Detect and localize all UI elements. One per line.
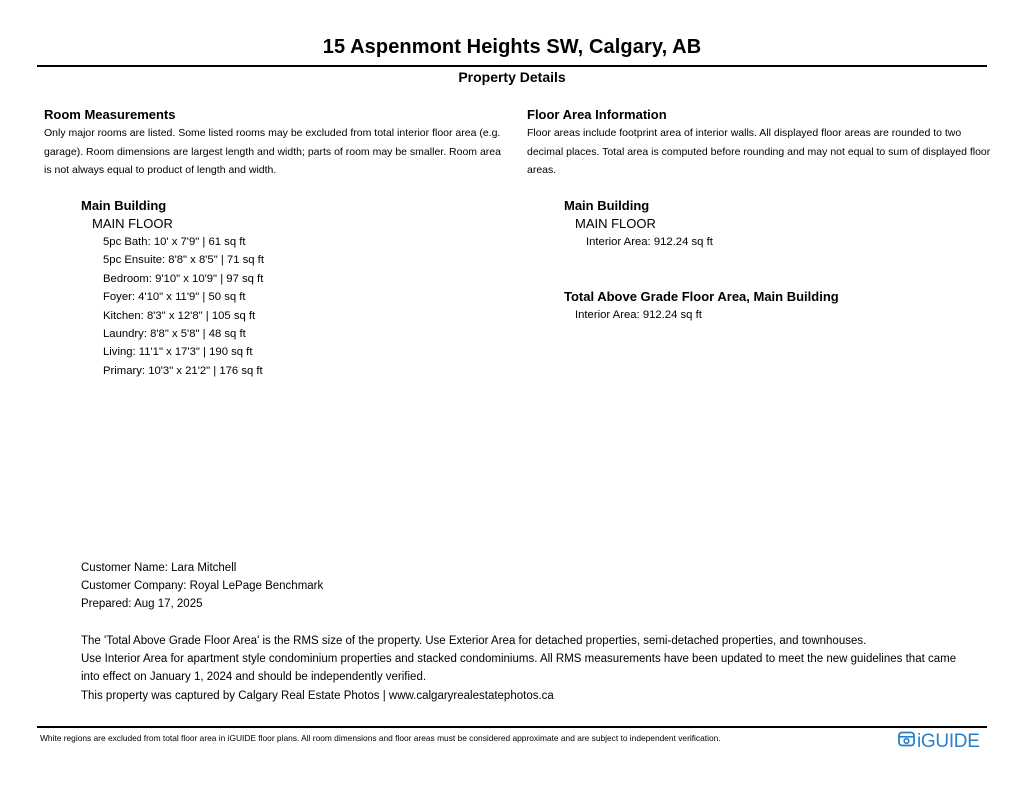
footer-divider bbox=[37, 726, 987, 728]
room-item: Living: 11'1" x 17'3" | 190 sq ft bbox=[103, 346, 253, 359]
room-measurements-heading: Room Measurements bbox=[44, 107, 176, 122]
page-title: 15 Aspenmont Heights SW, Calgary, AB bbox=[322, 36, 702, 58]
room-item: Primary: 10'3" x 21'2" | 176 sq ft bbox=[103, 364, 263, 377]
rms-disclaimer bbox=[81, 632, 961, 705]
room-item: Kitchen: 8'3" x 12'8" | 105 sq ft bbox=[103, 309, 256, 322]
customer-info bbox=[81, 559, 323, 614]
floor-area-interior: Interior Area: 912.24 sq ft bbox=[586, 236, 713, 248]
floor-area-floor: MAIN FLOOR bbox=[575, 216, 656, 231]
floor-area-list bbox=[564, 197, 713, 251]
floor-area-note: Floor areas include footprint area of interior walls. All displayed floor areas are rounded to two decimal places. Total area is computed before rounding and may not equal to sum of displayed floor areas. bbox=[527, 127, 991, 176]
room-item: Foyer: 4'10" x 11'9" | 50 sq ft bbox=[103, 291, 246, 304]
room-list-building: Main Building bbox=[81, 198, 167, 213]
iguide-logo-text: iGUIDE bbox=[917, 731, 980, 752]
iguide-logo bbox=[898, 731, 980, 753]
disclaimer-line-3: This property was captured by Calgary Real Estate Photos | www.calgaryrealestatephotos.ca bbox=[81, 689, 554, 702]
total-area-interior: Interior Area: 912.24 sq ft bbox=[575, 309, 702, 321]
room-list-floor: MAIN FLOOR bbox=[92, 216, 173, 231]
footer-note: White regions are excluded from total floor area in iGUIDE floor plans. All room dimensions and floor areas must be considered approximate and are subject to independent verification. bbox=[40, 733, 721, 743]
room-item: 5pc Ensuite: 8'8" x 8'5" | 71 sq ft bbox=[103, 254, 264, 267]
floor-area-section bbox=[527, 106, 997, 180]
room-measurements-note: Only major rooms are listed. Some listed rooms may be excluded from total interior floor area (e.g. garage). Room dimensions are largest length and width; parts of room may be smaller. Room area is not always equal to product of length and width. bbox=[44, 127, 501, 176]
disclaimer-line-1: The 'Total Above Grade Floor Area' is the RMS size of the property. Use Exterior Area for detached properties, semi-detached properties, and townhouses. bbox=[81, 635, 867, 647]
customer-name: Customer Name: Lara Mitchell bbox=[81, 562, 237, 574]
page-subtitle: Property Details bbox=[458, 69, 566, 85]
prepared-date: Prepared: Aug 17, 2025 bbox=[81, 598, 203, 611]
disclaimer-line-2: Use Interior Area for apartment style condominium properties and stacked condominiums. All RMS measurements have been updated to meet the new guidelines that came into effect on January 1, 2024 and should be independently verified. bbox=[81, 653, 957, 684]
room-list bbox=[81, 197, 264, 380]
room-item: 5pc Bath: 10' x 7'9" | 61 sq ft bbox=[103, 236, 246, 248]
room-item: Bedroom: 9'10" x 10'9" | 97 sq ft bbox=[103, 272, 264, 285]
floor-area-heading: Floor Area Information bbox=[527, 107, 667, 122]
room-measurements-section bbox=[44, 106, 504, 180]
floor-area-building: Main Building bbox=[564, 198, 650, 213]
total-area-heading: Total Above Grade Floor Area, Main Building bbox=[564, 289, 839, 304]
customer-company: Customer Company: Royal LePage Benchmark bbox=[81, 580, 324, 593]
header-divider bbox=[37, 65, 987, 67]
iguide-camera-icon bbox=[898, 731, 917, 753]
room-item: Laundry: 8'8" x 5'8" | 48 sq ft bbox=[103, 328, 246, 341]
total-area-block bbox=[564, 288, 839, 324]
